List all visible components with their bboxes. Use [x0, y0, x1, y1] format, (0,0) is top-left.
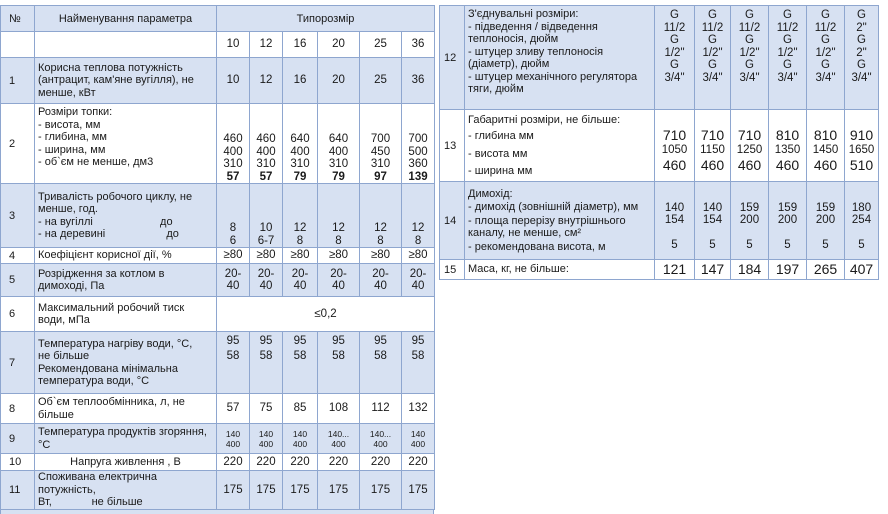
value-cell: ≥80 — [283, 248, 318, 264]
value-cell: 460 400 310 57 — [250, 104, 283, 184]
size-cell: 20 — [318, 32, 360, 58]
row-label: Температура нагріву води, °С, не більше Рекомендована мінімальна температура води, °С — [35, 332, 217, 394]
value-cell: 810 1350 460 — [769, 110, 807, 182]
header-types: Типорозмір — [217, 6, 435, 32]
size-cell: 12 — [250, 32, 283, 58]
value-cell: 220 — [283, 454, 318, 471]
table-row — [440, 6, 879, 110]
value-cell: 95 58 — [250, 332, 283, 394]
table-row — [1, 394, 435, 424]
value-cell: G 11/2 G 1/2" G 3/4" — [731, 6, 769, 110]
value-cell: 20- 40 — [360, 264, 402, 297]
table-continuation — [0, 510, 434, 514]
size-cell: 36 — [402, 32, 435, 58]
value-cell: 175 — [318, 471, 360, 510]
value-cell: 16 — [283, 58, 318, 104]
value-cell: 20- 40 — [283, 264, 318, 297]
value-cell: 710 1250 460 — [731, 110, 769, 182]
value-cell: ≥80 — [402, 248, 435, 264]
value-cell: 95 58 — [217, 332, 250, 394]
value-cell: 12 8 — [360, 184, 402, 248]
table-row — [1, 264, 435, 297]
spec-table-left — [0, 5, 435, 510]
value-cell: 220 — [402, 454, 435, 471]
row-num: 8 — [1, 394, 35, 424]
value-cell: 20- 40 — [402, 264, 435, 297]
value-cell: 175 — [402, 471, 435, 510]
row-label: Розміри топки: - висота, мм - глибина, мм - ширина, мм - об`єм не менше, дм3 — [35, 104, 217, 184]
value-cell: 95 58 — [402, 332, 435, 394]
row-num: 1 — [1, 58, 35, 104]
value-cell: 220 — [360, 454, 402, 471]
value-cell: 140... 400 — [360, 424, 402, 454]
value-cell: 132 — [402, 394, 435, 424]
value-cell: 20- 40 — [318, 264, 360, 297]
table-row — [1, 58, 435, 104]
value-cell: 175 — [250, 471, 283, 510]
value-cell: G 11/2 G 1/2" G 3/4" — [655, 6, 695, 110]
value-cell: 108 — [318, 394, 360, 424]
row-label: Температура продуктів згоряння, °С — [35, 424, 217, 454]
row-label: Розрідження за котлом в димоході, Па — [35, 264, 217, 297]
value-cell: 20- 40 — [217, 264, 250, 297]
value-cell: 95 58 — [283, 332, 318, 394]
table-row — [440, 110, 879, 182]
value-cell: 20 — [318, 58, 360, 104]
value-cell: G 11/2 G 1/2" G 3/4" — [695, 6, 731, 110]
row-label: З'єднувальні розміри: - підведення / відведення теплоносія, дюйм - штуцер зливу теплоносія (діаметр), дюйм - штуцер механічного регулятора тяги, дюйм — [465, 6, 655, 110]
table-row — [1, 471, 435, 510]
row-num: 14 — [440, 182, 465, 260]
value-cell: 95 58 — [318, 332, 360, 394]
value-cell: 57 — [217, 394, 250, 424]
value-cell: 184 — [731, 260, 769, 280]
value-cell: 140 400 — [283, 424, 318, 454]
row-label: Максимальний робочий тиск води, мПа — [35, 297, 217, 332]
value-cell: 700 500 360 139 — [402, 104, 435, 184]
spec-table-right — [439, 5, 879, 280]
value-cell: 700 450 310 97 — [360, 104, 402, 184]
row-num: 13 — [440, 110, 465, 182]
value-cell: 85 — [283, 394, 318, 424]
table-row — [1, 332, 435, 394]
row-label: Коефіцієнт корисної дії, % — [35, 248, 217, 264]
value-cell: 121 — [655, 260, 695, 280]
row-label: Споживана електрична потужність, Вт, не більше — [35, 471, 217, 510]
value-cell: 10 6-7 — [250, 184, 283, 248]
value-cell: G 2" G 2" G 3/4" — [845, 6, 879, 110]
value-cell: 36 — [402, 58, 435, 104]
size-cell: 25 — [360, 32, 402, 58]
value-cell: 220 — [318, 454, 360, 471]
table-row — [1, 297, 435, 332]
value-cell: 75 — [250, 394, 283, 424]
row-num: 3 — [1, 184, 35, 248]
value-cell: 147 — [695, 260, 731, 280]
row-label: Тривалість робочого циклу, не менше, год. - на вугіллі до - на деревині до — [35, 184, 217, 248]
value-cell: ≥80 — [217, 248, 250, 264]
value-cell: G 11/2 G 1/2" G 3/4" — [769, 6, 807, 110]
value-cell: 710 1050 460 — [655, 110, 695, 182]
row-label: Маса, кг, не більше: — [465, 260, 655, 280]
value-cell: 95 58 — [360, 332, 402, 394]
value-cell: 140 400 — [402, 424, 435, 454]
table-row — [1, 454, 435, 471]
table-row — [1, 184, 435, 248]
value-cell: 140 154 5 — [695, 182, 731, 260]
value-cell: 197 — [769, 260, 807, 280]
value-cell: 710 1150 460 — [695, 110, 731, 182]
value-cell: 12 8 — [318, 184, 360, 248]
value-cell: 12 8 — [402, 184, 435, 248]
row-num: 9 — [1, 424, 35, 454]
value-cell: ≤0,2 — [217, 297, 435, 332]
table-row — [440, 182, 879, 260]
value-cell: ≥80 — [360, 248, 402, 264]
value-cell: 175 — [217, 471, 250, 510]
value-cell: 220 — [250, 454, 283, 471]
row-num: 4 — [1, 248, 35, 264]
value-cell: 140 400 — [217, 424, 250, 454]
value-cell: 265 — [807, 260, 845, 280]
value-cell: 159 200 5 — [731, 182, 769, 260]
row-num: 6 — [1, 297, 35, 332]
row-label: Напруга живлення , В — [35, 454, 217, 471]
row-num: 11 — [1, 471, 35, 510]
value-cell: 112 — [360, 394, 402, 424]
value-cell: 640 400 310 79 — [283, 104, 318, 184]
size-cell: 16 — [283, 32, 318, 58]
value-cell: 10 — [217, 58, 250, 104]
value-cell: 12 8 — [283, 184, 318, 248]
table-row — [1, 248, 435, 264]
value-cell: 140 400 — [250, 424, 283, 454]
value-cell: 159 200 5 — [769, 182, 807, 260]
value-cell: 12 — [250, 58, 283, 104]
size-cell: 10 — [217, 32, 250, 58]
value-cell: 640 400 310 79 — [318, 104, 360, 184]
value-cell: 159 200 5 — [807, 182, 845, 260]
header-param: Найменування параметра — [35, 6, 217, 32]
row-num: 2 — [1, 104, 35, 184]
row-num: 12 — [440, 6, 465, 110]
value-cell: 20- 40 — [250, 264, 283, 297]
value-cell: 175 — [360, 471, 402, 510]
value-cell: 810 1450 460 — [807, 110, 845, 182]
value-cell: 8 6 — [217, 184, 250, 248]
row-num: 7 — [1, 332, 35, 394]
row-label: Габаритні розміри, не більше: - глибина мм - висота мм - ширина мм — [465, 110, 655, 182]
value-cell: ≥80 — [250, 248, 283, 264]
value-cell: 460 400 310 57 — [217, 104, 250, 184]
value-cell: 407 — [845, 260, 879, 280]
table-header-row — [1, 6, 435, 32]
value-cell: 25 — [360, 58, 402, 104]
sizes-row — [1, 32, 435, 58]
table-row — [1, 424, 435, 454]
row-num: 5 — [1, 264, 35, 297]
row-label: Корисна теплова потужність (антрацит, кам'яне вугілля), не менше, кВт — [35, 58, 217, 104]
row-num: 15 — [440, 260, 465, 280]
value-cell: 910 1650 510 — [845, 110, 879, 182]
value-cell: 180 254 5 — [845, 182, 879, 260]
value-cell: 220 — [217, 454, 250, 471]
header-num: № — [1, 6, 35, 32]
value-cell: 140 154 5 — [655, 182, 695, 260]
table-row — [1, 104, 435, 184]
table-row — [440, 260, 879, 280]
row-num: 10 — [1, 454, 35, 471]
value-cell: ≥80 — [318, 248, 360, 264]
row-label: Об`єм теплообмінника, л, не більше — [35, 394, 217, 424]
row-label: Димохід: - димохід (зовнішній діаметр), мм - площа перерізу внутрішнього каналу, не менше, см² - рекомендована висота, м — [465, 182, 655, 260]
value-cell: 175 — [283, 471, 318, 510]
value-cell: 140... 400 — [318, 424, 360, 454]
value-cell: G 11/2 G 1/2" G 3/4" — [807, 6, 845, 110]
